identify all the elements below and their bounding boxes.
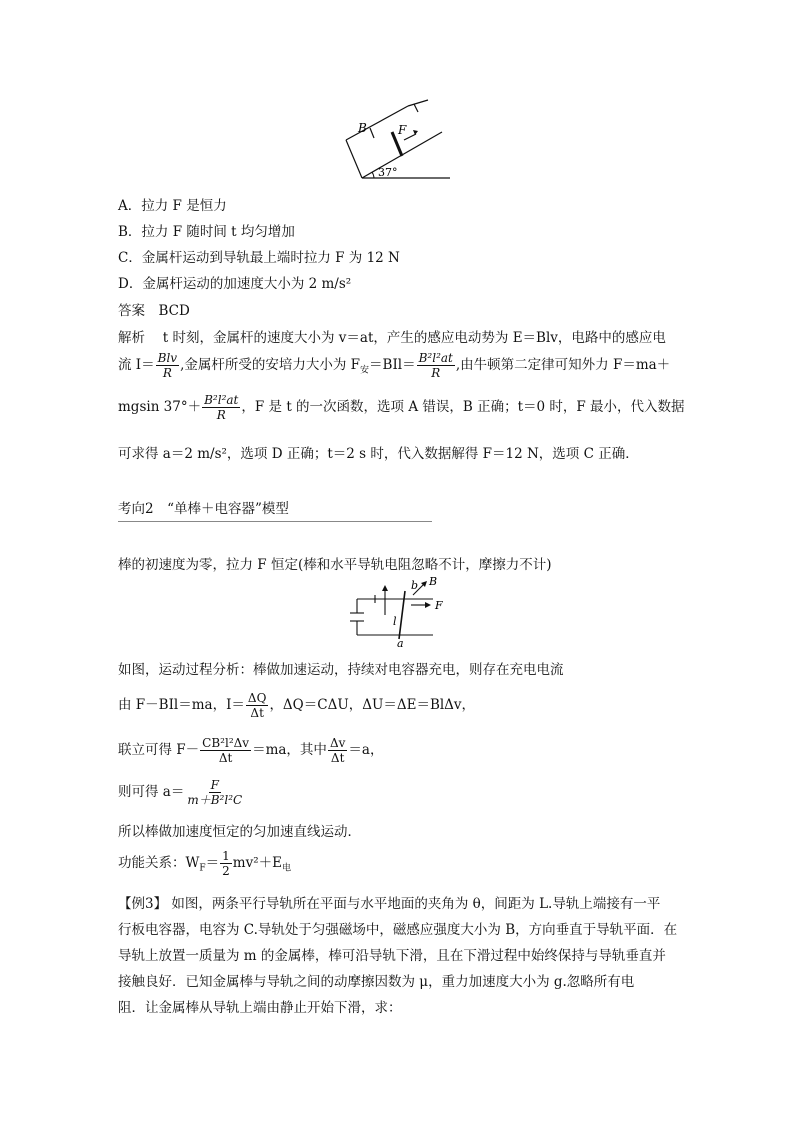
fig2-label-b: b xyxy=(411,579,419,592)
frac-half: $\frac{1}{2}$ xyxy=(222,849,230,878)
process-text: 如图，运动过程分析：棒做加速运动，持续对电容器充电，则存在充电电流 xyxy=(118,662,564,678)
section-title: 考向2 “单棒＋电容器”模型 xyxy=(118,501,289,517)
option-c: C．金属杆运动到导轨最上端时拉力 F 为 12 N xyxy=(118,250,400,266)
conclusion-text: 所以棒做加速度恒定的匀加速直线运动． xyxy=(118,824,361,840)
frac-dq-dt: $\frac{\Delta Q}{\Delta t}$ xyxy=(247,691,267,720)
frac-force: $\frac{\text{B²l²at}}{R}$ xyxy=(204,393,239,422)
example-line-4: 接触良好．已知金属棒与导轨之间的动摩擦因数为 μ，重力加速度大小为 g.忽略所有电 xyxy=(118,974,635,990)
fig2-label-l: l xyxy=(393,615,397,628)
equation-2: 联立可得 F－ $\frac{\text{CB²l²Δv}}{\Delta t}$ ＝ma，其中 $\frac{\Delta v}{\Delta t}$ ＝a， xyxy=(118,736,384,765)
fig1-label-F: F xyxy=(398,123,407,137)
fig2-label-B: B xyxy=(429,575,438,588)
energy-relation: 功能关系：$W_F=$ $\frac{1}{2}$ $mv^2+E_电$ xyxy=(118,849,291,878)
incline-figure xyxy=(330,98,460,188)
analysis-line-3: mgsin 37°＋ $\frac{\text{B²l²at}}{R}$ ，F 是 t 的一次函数，选项 A 错误，B 正确；t＝0 时，F 最小，代入数据 xyxy=(118,393,685,422)
option-b: B．拉力 F 随时间 t 均匀增加 xyxy=(118,224,295,240)
frac-dv-dt: $\frac{\Delta v}{\Delta t}$ xyxy=(329,736,346,765)
frac-acceleration: $\frac{F}{\text{m＋B²l²C}}$ xyxy=(187,778,243,807)
fig1-label-B: B xyxy=(358,121,367,135)
analysis-line-4: 可求得 a＝2 m/s²，选项 D 正确；t＝2 s 时，代入数据解得 F＝12 N，选项 C 正确． xyxy=(118,446,639,462)
capacitor-rail-figure xyxy=(345,575,455,650)
example-line-5: 阻．让金属棒从导轨上端由静止开始下滑，求： xyxy=(118,1000,402,1016)
example-line-3: 导轨上放置一质量为 m 的金属棒，棒可沿导轨下滑，且在下滑过程中始终保持与导轨垂直并 xyxy=(118,948,666,964)
analysis-line-1: 解析 t 时刻，金属杆的速度大小为 v＝at，产生的感应电动势为 E＝Blv，电路中的感应电 xyxy=(118,330,666,346)
example-line-1: 【例3】 如图，两条平行导轨所在平面与水平地面的夹角为 θ，间距为 L.导轨上端接有一平 xyxy=(118,896,661,912)
example-line-2: 行板电容器，电容为 C.导轨处于匀强磁场中，磁感应强度大小为 B，方向垂直于导轨平面．在 xyxy=(118,922,678,938)
intro-text: 棒的初速度为零，拉力 F 恒定(棒和水平导轨电阻忽略不计，摩擦力不计) xyxy=(118,557,552,573)
answer: 答案 BCD xyxy=(118,303,190,319)
section-divider xyxy=(118,521,432,522)
frac-cb2l2dv: $\frac{\text{CB²l²Δv}}{\Delta t}$ xyxy=(202,736,250,765)
option-d: D．金属杆运动的加速度大小为 2 m/s² xyxy=(118,276,352,292)
analysis-line-2: 流 I＝ $\frac{\text{Blv}}{R}$ ,金属杆所受的安培力大小为 $F_安=BIl=$ $\frac{\text{B²l²at}}{R}$ ,由牛顿第二定律可知外力 F＝ma＋ xyxy=(118,351,671,380)
fig2-label-F: F xyxy=(435,599,443,612)
fig2-label-a: a xyxy=(397,637,404,650)
equation-1: 由 F－BIl＝ma，I＝ $\frac{\Delta Q}{\Delta t}$ ，ΔQ＝CΔU，ΔU＝ΔE＝BlΔv， xyxy=(118,691,476,720)
option-a: A．拉力 F 是恒力 xyxy=(118,198,227,214)
frac-ampere-force: $\frac{\text{B²l²at}}{R}$ xyxy=(418,351,453,380)
frac-i: $\frac{\text{Blv}}{R}$ xyxy=(157,351,178,380)
equation-3: 则可得 a＝ $\frac{F}{\text{m＋B²l²C}}$ xyxy=(118,778,243,807)
fig1-angle: 37° xyxy=(378,166,398,179)
